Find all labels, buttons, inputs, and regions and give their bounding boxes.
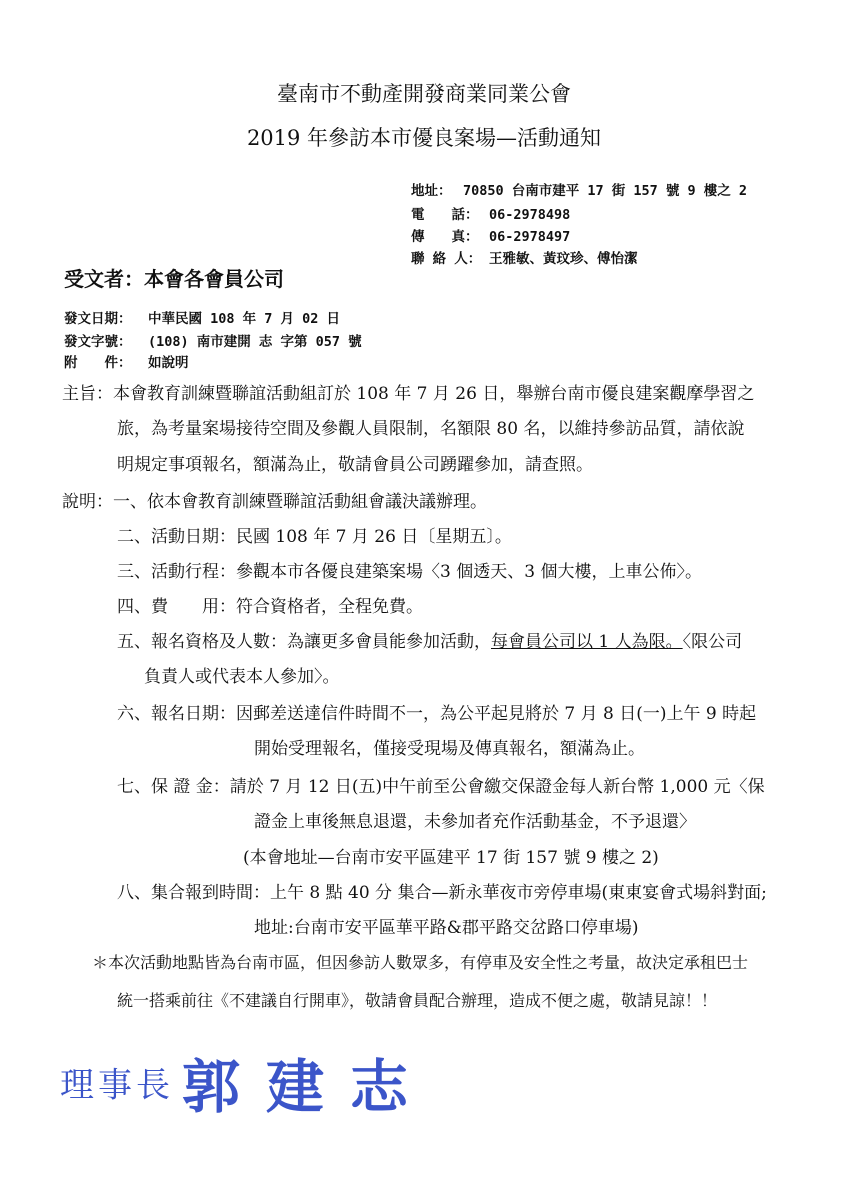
item-7: 七、保 證 金：請於 7 月 12 日(五)中午前至公會繳交保證金每人新台幣 1,000 元〈保 [117, 777, 765, 797]
item-5-cont: 負責人或代表本人參加〉。 [144, 667, 340, 687]
item-6-cont: 開始受理報名，僅接受現場及傳真報名，額滿為止。 [254, 739, 645, 759]
signature-role: 理事長 [60, 1065, 174, 1106]
item-7-cont: 證金上車後無息退還，未參加者充作活動基金，不予退還〉 [254, 812, 696, 832]
attachment: 附 件： 如說明 [64, 355, 189, 371]
item-7-address: (本會地址—台南市安平區建平 17 街 157 號 9 樓之 2) [243, 848, 659, 868]
item-5: 五、報名資格及人數：為讓更多會員能參加活動，每會員公司以 1 人為限。〈限公司 [117, 632, 743, 652]
note-line: ＊本次活動地點皆為台南市區，但因參訪人數眾多，有停車及安全性之考量，故決定承租巴士 [92, 953, 749, 972]
purpose-line: 明規定事項報名，額滿為止，敬請會員公司踴躍參加，請查照。 [117, 455, 593, 475]
reference-number: 發文字號： (108) 南市建開 志 字第 057 號 [64, 334, 362, 350]
contact-address: 地址： 70850 台南市建平 17 街 157 號 9 樓之 2 [411, 183, 748, 199]
item-4: 四、費 用：符合資格者，全程免費。 [117, 597, 423, 617]
recipient: 受文者：本會各會員公司 [64, 267, 284, 291]
contact-phone: 電 話： 06-2978498 [411, 207, 571, 223]
item-8: 八、集合報到時間：上午 8 點 40 分 集合—新永華夜市旁停車場(東東宴會式場斜對面; [117, 883, 767, 903]
chairman-signature-stamp [60, 1040, 434, 1124]
purpose-line: 主旨：本會教育訓練暨聯誼活動組訂於 108 年 7 月 26 日，舉辦台南市優良建案觀摩學習之 [62, 384, 755, 404]
contact-person: 聯 絡 人： 王雅敏、黃玟珍、傅怡潔 [411, 251, 638, 267]
item-3: 三、活動行程：參觀本市各優良建築案場〈3 個透天、3 個大樓，上車公佈〉。 [117, 562, 702, 582]
org-title: 臺南市不動產開發商業同業公會 [277, 82, 571, 106]
item-6: 六、報名日期：因郵差送達信件時間不一，為公平起見將於 7 月 8 日(一)上午 9 時起 [117, 704, 757, 724]
item-8-cont: 地址:台南市安平區華平路&郡平路交岔路口停車場) [254, 918, 639, 938]
limit-emphasis: 每會員公司以 1 人為限。 [491, 632, 683, 652]
notice-title: 2019 年參訪本市優良案場—活動通知 [246, 126, 602, 150]
issue-date: 發文日期： 中華民國 108 年 7 月 02 日 [64, 311, 341, 327]
item-2: 二、活動日期：民國 108 年 7 月 26 日〔星期五〕。 [117, 527, 512, 547]
contact-fax: 傳 真： 06-2978497 [411, 229, 571, 245]
signature-name: 郭建志 [182, 1053, 435, 1121]
note-line: 統一搭乘前往《不建議自行開車》，敬請會員配合辦理，造成不便之處，敬請見諒！！ [117, 991, 718, 1010]
purpose-line: 旅，為考量案場接待空間及參觀人員限制，名額限 80 名，以維持參訪品質，請依說 [117, 419, 745, 439]
item-1: 說明：一、依本會教育訓練暨聯誼活動組會議決議辦理。 [62, 492, 487, 512]
